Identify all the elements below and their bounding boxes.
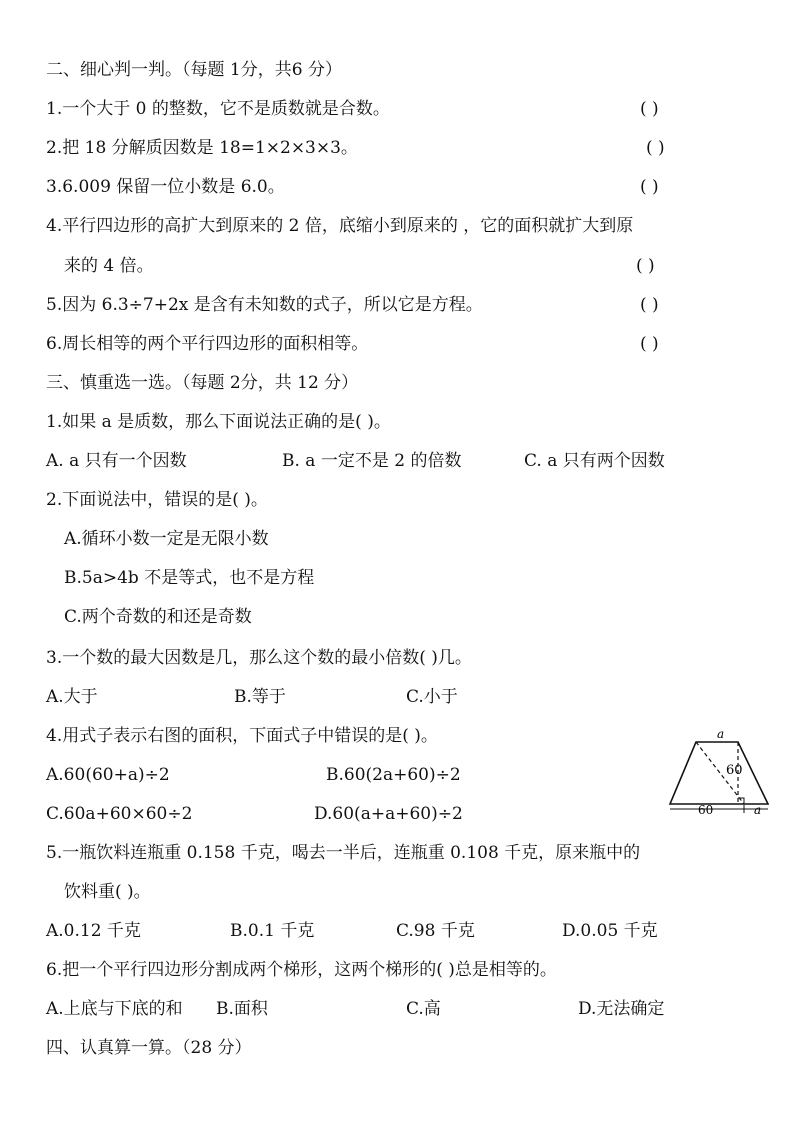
s2-item-1: 1.一个大于 0 的整数，它不是质数就是合数。 [46,99,390,119]
s2-item-3: 3.6.009 保留一位小数是 6.0。 [46,177,285,197]
s3-q4-stem: 4.用式子表示右图的面积，下面式子中错误的是( )。 [46,726,438,746]
s3-q3-option-b: B.等于 [234,687,286,707]
s3-q6-stem: 6.把一个平行四边形分割成两个梯形，这两个梯形的( )总是相等的。 [46,960,557,980]
s2-item-6: 6.周长相等的两个平行四边形的面积相等。 [46,334,369,354]
trapezoid-outline [670,742,768,804]
s3-q6-option-c: C.高 [406,999,441,1019]
s3-q4-option-d: D.60(a+a+60)÷2 [314,804,463,824]
section2-title: 二、细心判一判。（每题 1分，共6 分） [46,60,342,80]
section3-title: 三、慎重选一选。（每题 2分，共 12 分） [46,373,359,393]
s2-item-1-blank: ( ) [640,99,659,119]
s3-q2-option-a: A.循环小数一定是无限小数 [64,529,269,549]
s3-q2-option-c: C.两个奇数的和还是奇数 [64,607,252,627]
s3-q4-option-a: A.60(60+a)÷2 [46,765,170,785]
height-label: 60 [726,763,743,778]
s3-q6-option-a: A.上底与下底的和 [46,999,183,1019]
s2-item-5: 5.因为 6.3÷7+2x 是含有未知数的式子，所以它是方程。 [46,295,483,315]
s2-item-2-blank: ( ) [646,138,665,158]
s2-item-5-blank: ( ) [640,295,659,315]
base-right-label: a [754,803,762,817]
s2-item-4: 4.平行四边形的高扩大到原来的 2 倍，底缩小到原来的 ，它的面积就扩大到原 [46,216,634,236]
base-left-label: 60 [698,803,714,817]
s3-q6-option-d: D.无法确定 [578,999,665,1019]
s3-q1-option-a: A. a 只有一个因数 [46,451,187,471]
s3-q3-option-c: C.小于 [406,687,458,707]
trapezoid-figure [664,726,784,818]
s2-item-3-blank: ( ) [640,177,659,197]
s2-item-2: 2.把 18 分解质因数是 18=1×2×3×3。 [46,138,358,158]
s3-q5-option-c: C.98 千克 [396,921,475,941]
s3-q4-option-c: C.60a+60×60÷2 [46,804,193,824]
s3-q6-option-b: B.面积 [216,999,268,1019]
s3-q5-option-b: B.0.1 千克 [230,921,315,941]
s3-q2-stem: 2.下面说法中，错误的是( )。 [46,490,268,510]
s3-q5-option-a: A.0.12 千克 [46,921,141,941]
s3-q1-stem: 1.如果 a 是质数，那么下面说法正确的是( )。 [46,412,391,432]
s3-q3-stem: 3.一个数的最大因数是几，那么这个数的最小倍数( )几。 [46,648,472,668]
top-label: a [717,727,725,741]
s2-item-4-cont: 来的 4 倍。 [64,256,154,276]
s3-q3-option-a: A.大于 [46,687,98,707]
s2-item-6-blank: ( ) [640,334,659,354]
s3-q4-option-b: B.60(2a+60)÷2 [326,765,461,785]
s2-item-4-blank: ( ) [636,256,655,276]
s3-q2-option-b: B.5a>4b 不是等式，也不是方程 [64,568,315,588]
s3-q1-option-b: B. a 一定不是 2 的倍数 [282,451,462,471]
s3-q5-option-d: D.0.05 千克 [562,921,658,941]
s3-q5-stem: 5.一瓶饮料连瓶重 0.158 千克，喝去一半后，连瓶重 0.108 千克，原来瓶中的 [46,843,641,863]
section4-title: 四、认真算一算。（28 分） [46,1038,252,1058]
s3-q1-option-c: C. a 只有两个因数 [524,451,665,471]
s3-q5-cont: 饮料重( )。 [64,882,151,902]
